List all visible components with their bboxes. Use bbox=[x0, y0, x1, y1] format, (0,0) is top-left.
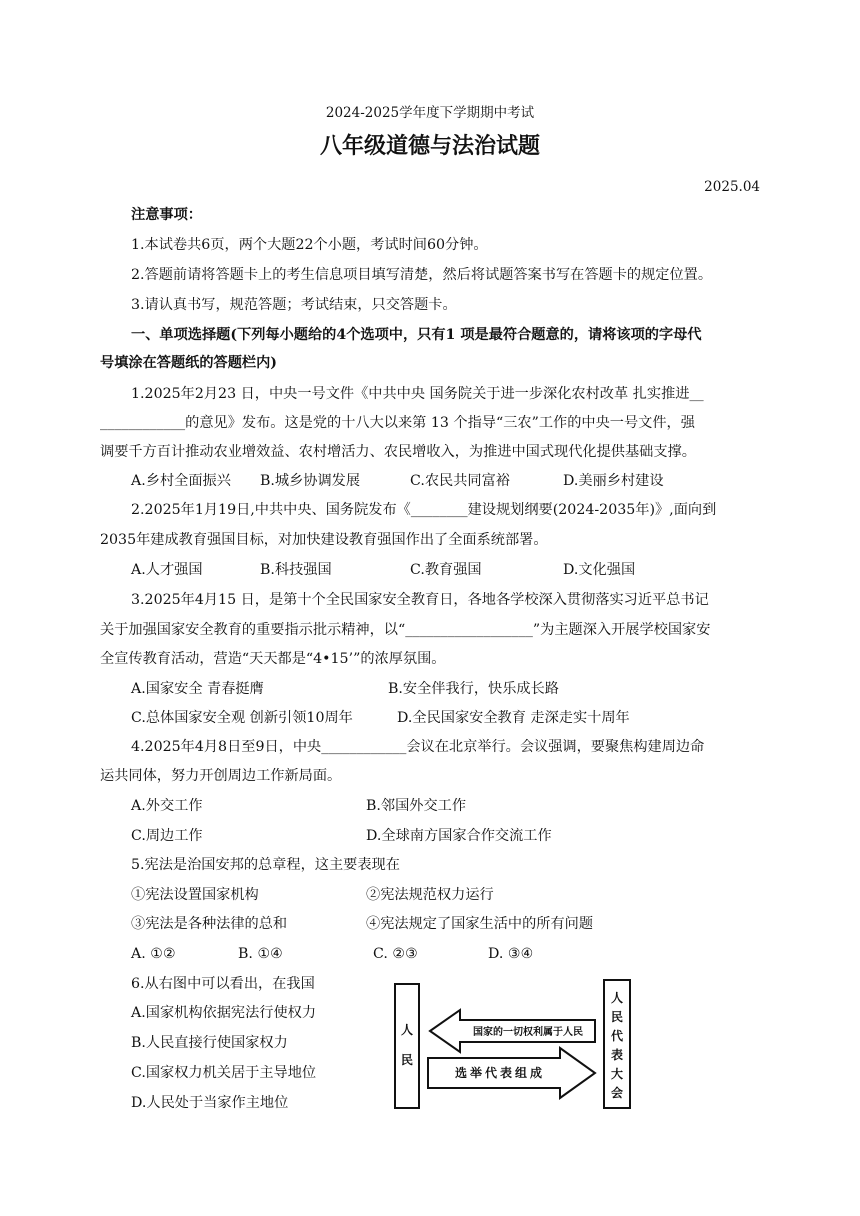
arrow-to-people-label: 国家的一切权利属于人民 bbox=[473, 1027, 583, 1038]
people-congress-diagram bbox=[390, 978, 640, 1113]
people-box-char-2: 民 bbox=[400, 1053, 414, 1067]
q2-option-d: D.文化强国 bbox=[563, 562, 636, 578]
congress-box-char-1: 人 bbox=[610, 991, 624, 1005]
q5-option-c: C. ②③ bbox=[373, 946, 418, 962]
q5-option-b: B. ①④ bbox=[238, 946, 283, 962]
q1-stem-line-3: 调要千方百计推动农业增效益、农村增活力、农民增收入，为推进中国式现代化提供基础支撑。 bbox=[100, 444, 696, 460]
q1-option-a: A.乡村全面振兴 bbox=[131, 473, 231, 489]
q6-option-c: C.国家权力机关居于主导地位 bbox=[131, 1065, 317, 1081]
congress-box-char-3: 代 bbox=[610, 1029, 624, 1043]
page-title: 八年级道德与法治试题 bbox=[319, 133, 540, 159]
section-heading-line-1: 一、单项选择题(下列每小题给的4个选项中，只有1 项是最符合题意的，请将该项的字母代 bbox=[131, 327, 702, 343]
q1-option-b: B.城乡协调发展 bbox=[260, 473, 361, 489]
section-heading-line-2: 号填涂在答题纸的答题栏内) bbox=[100, 355, 277, 371]
people-box-char-1: 人 bbox=[400, 1023, 414, 1037]
q4-option-d: D.全球南方国家合作交流工作 bbox=[366, 828, 552, 844]
q2-stem-line-1: 2.2025年1月19日,中共中央、国务院发布《________建设规划纲要(2024-2035年)》,面向到 bbox=[131, 502, 717, 518]
q5-statement-1: ①宪法设置国家机构 bbox=[131, 887, 259, 903]
q5-stem-line-1: 5.宪法是治国安邦的总章程，这主要表现在 bbox=[131, 857, 400, 873]
q2-option-a: A.人才强国 bbox=[131, 562, 203, 578]
q4-stem-line-2: 运共同体，努力开创周边工作新局面。 bbox=[100, 768, 342, 784]
q5-statement-4: ④宪法规定了国家生活中的所有问题 bbox=[366, 916, 594, 932]
q3-option-d: D.全民国家安全教育 走深走实十周年 bbox=[397, 710, 630, 726]
q3-option-b: B.安全伴我行，快乐成长路 bbox=[388, 681, 559, 697]
q2-stem-line-2: 2035年建成教育强国目标，对加快建设教育强国作出了全面系统部署。 bbox=[100, 532, 548, 548]
notes-heading: 注意事项： bbox=[131, 207, 202, 223]
congress-box-char-6: 会 bbox=[610, 1086, 624, 1100]
q6-option-a: A.国家机构依据宪法行使权力 bbox=[131, 1005, 317, 1021]
q6-option-d: D.人民处于当家作主地位 bbox=[131, 1095, 289, 1111]
q5-statement-2: ②宪法规范权力运行 bbox=[366, 887, 494, 903]
q3-option-c: C.总体国家安全观 创新引领10周年 bbox=[131, 710, 353, 726]
people-box bbox=[395, 984, 419, 1108]
q1-option-d: D.美丽乡村建设 bbox=[563, 473, 664, 489]
q5-option-d: D. ③④ bbox=[488, 946, 534, 962]
q1-stem-line-1: 1.2025年2月23 日，中央一号文件《中共中央 国务院关于进一步深化农村改革 扎实推进__ bbox=[131, 386, 704, 402]
note-item-3: 3.请认真书写，规范答题；考试结束，只交答题卡。 bbox=[131, 297, 457, 313]
q6-option-b: B.人民直接行使国家权力 bbox=[131, 1035, 288, 1051]
q4-option-a: A.外交工作 bbox=[131, 798, 203, 814]
q3-option-a: A.国家安全 青春挺膺 bbox=[131, 681, 264, 697]
q6-stem-line-1: 6.从右图中可以看出，在我国 bbox=[131, 976, 315, 992]
q4-option-c: C.周边工作 bbox=[131, 828, 203, 844]
q4-stem-line-1: 4.2025年4月8日至9日，中央____________会议在北京举行。会议强调，要聚焦构建周边命 bbox=[131, 739, 705, 755]
exam-date: 2025.04 bbox=[704, 179, 760, 195]
arrow-to-congress-label: 选举代表组成 bbox=[454, 1066, 546, 1080]
q3-stem-line-1: 3.2025年4月15 日，是第十个全民国家安全教育日，各地各学校深入贯彻落实习近平总书记 bbox=[131, 592, 709, 608]
congress-box-char-2: 民 bbox=[610, 1010, 624, 1024]
q3-stem-line-2: 关于加强国家安全教育的重要指示批示精神，以“__________________”为主题深入开展学校国家安 bbox=[100, 622, 711, 638]
q1-stem-line-2: ____________的意见》发布。这是党的十八大以来第 13 个指导“三农”工作的中央一号文件，强 bbox=[100, 415, 695, 431]
congress-box-char-4: 表 bbox=[610, 1048, 624, 1062]
note-item-2: 2.答题前请将答题卡上的考生信息项目填写清楚，然后将试题答案书写在答题卡的规定位置。 bbox=[131, 267, 713, 283]
q5-option-a: A. ①② bbox=[131, 946, 176, 962]
exam-subtitle: 2024-2025学年度下学期期中考试 bbox=[325, 105, 535, 121]
q4-option-b: B.邻国外交工作 bbox=[366, 798, 467, 814]
note-item-1: 1.本试卷共6页，两个大题22个小题，考试时间60分钟。 bbox=[131, 237, 488, 253]
congress-box-char-5: 大 bbox=[610, 1067, 624, 1081]
q3-stem-line-3: 全宣传教育活动，营造“天天都是“4•15’”的浓厚氛围。 bbox=[100, 651, 446, 667]
q2-option-b: B.科技强国 bbox=[260, 562, 332, 578]
q2-option-c: C.教育强国 bbox=[410, 562, 482, 578]
q1-option-c: C.农民共同富裕 bbox=[410, 473, 510, 489]
q5-statement-3: ③宪法是各种法律的总和 bbox=[131, 916, 288, 932]
